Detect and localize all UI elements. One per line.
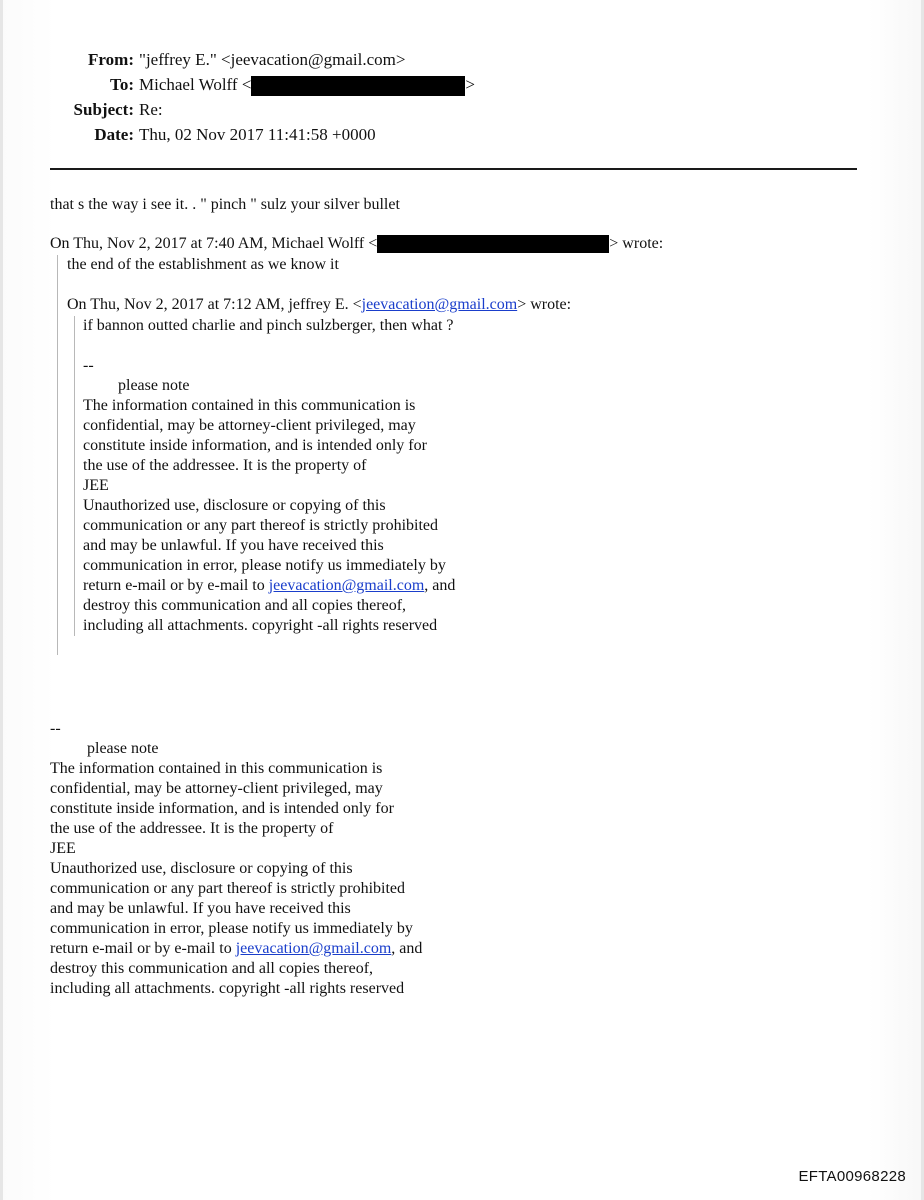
quote2-attribution-prefix: On Thu, Nov 2, 2017 at 7:12 AM, jeffrey E. < xyxy=(67,296,362,313)
from-label: From: xyxy=(88,50,134,69)
quote2-attribution-suffix: > wrote: xyxy=(517,296,572,313)
header-divider xyxy=(50,168,857,170)
email-line-prefix: return e-mail or by e-mail to xyxy=(50,940,236,957)
quoted-signature-line: The information contained in this communication is xyxy=(83,397,416,414)
quoted-signature-line: communication or any part thereof is strictly prohibited xyxy=(83,517,439,534)
email-line-suffix: , and xyxy=(424,577,456,594)
quote2-body: if bannon outted charlie and pinch sulzberger, then what ? xyxy=(83,317,454,334)
from-value: "jeffrey E." <jeevacation@gmail.com> xyxy=(139,50,406,69)
signature-email-link[interactable]: jeevacation@gmail.com xyxy=(268,577,425,594)
reply-body: that s the way i see it. . " pinch " sulz your silver bullet xyxy=(50,196,400,213)
redaction-bar xyxy=(377,235,609,253)
quoted-signature-line: JEE xyxy=(83,477,109,494)
quoted-signature-separator: -- xyxy=(83,357,94,374)
signature-email-line xyxy=(50,939,422,959)
quoted-signature-line: communication in error, please notify us immediately by xyxy=(83,557,446,574)
quote1-attribution xyxy=(50,234,663,254)
signature-line: constitute inside information, and is intended only for xyxy=(50,800,394,817)
signature-line: confidential, may be attorney-client privileged, may xyxy=(50,780,383,797)
quoted-signature-line: destroy this communication and all copies thereof, xyxy=(83,597,407,614)
quoted-signature-line: and may be unlawful. If you have received this xyxy=(83,537,384,554)
subject-label: Subject: xyxy=(73,100,134,119)
signature-line: The information contained in this communication is xyxy=(50,760,383,777)
quoted-signature-line: constitute inside information, and is intended only for xyxy=(83,437,427,454)
quoted-signature-title: please note xyxy=(118,377,190,394)
signature-line: communication in error, please notify us immediately by xyxy=(50,920,413,937)
to-prefix: Michael Wolff < xyxy=(139,75,252,94)
signature-line: communication or any part thereof is strictly prohibited xyxy=(50,880,406,897)
document-id: EFTA00968228 xyxy=(798,1168,906,1185)
quote1-body: the end of the establishment as we know it xyxy=(67,256,339,273)
signature-line: Unauthorized use, disclosure or copying of this xyxy=(50,860,353,877)
signature-email-link[interactable]: jeevacation@gmail.com xyxy=(235,940,392,957)
quote2-attribution-email-link[interactable]: jeevacation@gmail.com xyxy=(361,296,518,313)
redaction-bar xyxy=(251,76,465,96)
to-suffix: > xyxy=(465,75,475,94)
quote2-attribution xyxy=(67,295,571,315)
email-line-prefix: return e-mail or by e-mail to xyxy=(83,577,269,594)
quoted-signature-line: confidential, may be attorney-client privileged, may xyxy=(83,417,416,434)
quoted-signature-email-line xyxy=(83,576,455,596)
email-line-suffix: , and xyxy=(391,940,423,957)
to-label: To: xyxy=(110,75,134,94)
header-date-row xyxy=(0,124,600,146)
quoted-signature-line: including all attachments. copyright -all rights reserved xyxy=(83,617,438,634)
quoted-signature-line: Unauthorized use, disclosure or copying of this xyxy=(83,497,386,514)
signature-line: and may be unlawful. If you have received this xyxy=(50,900,351,917)
signature-title: please note xyxy=(87,740,159,757)
date-label: Date: xyxy=(94,125,134,144)
signature-line: JEE xyxy=(50,840,76,857)
header-to-row xyxy=(0,74,600,96)
signature-line: including all attachments. copyright -all rights reserved xyxy=(50,980,405,997)
quoted-signature-line: the use of the addressee. It is the property of xyxy=(83,457,367,474)
signature-line: destroy this communication and all copies thereof, xyxy=(50,960,374,977)
header-subject-row xyxy=(0,99,600,121)
signature-separator: -- xyxy=(50,720,61,737)
to-value xyxy=(139,74,475,96)
date-value: Thu, 02 Nov 2017 11:41:58 +0000 xyxy=(139,125,376,144)
subject-value: Re: xyxy=(139,100,163,119)
quote1-attribution-prefix: On Thu, Nov 2, 2017 at 7:40 AM, Michael Wolff < xyxy=(50,235,378,252)
page-edge-left xyxy=(0,0,3,1200)
quote2-bar xyxy=(74,316,75,636)
quote1-bar xyxy=(57,255,58,655)
header-from-row xyxy=(0,49,600,71)
signature-line: the use of the addressee. It is the property of xyxy=(50,820,334,837)
quote1-attribution-suffix: > wrote: xyxy=(609,235,664,252)
